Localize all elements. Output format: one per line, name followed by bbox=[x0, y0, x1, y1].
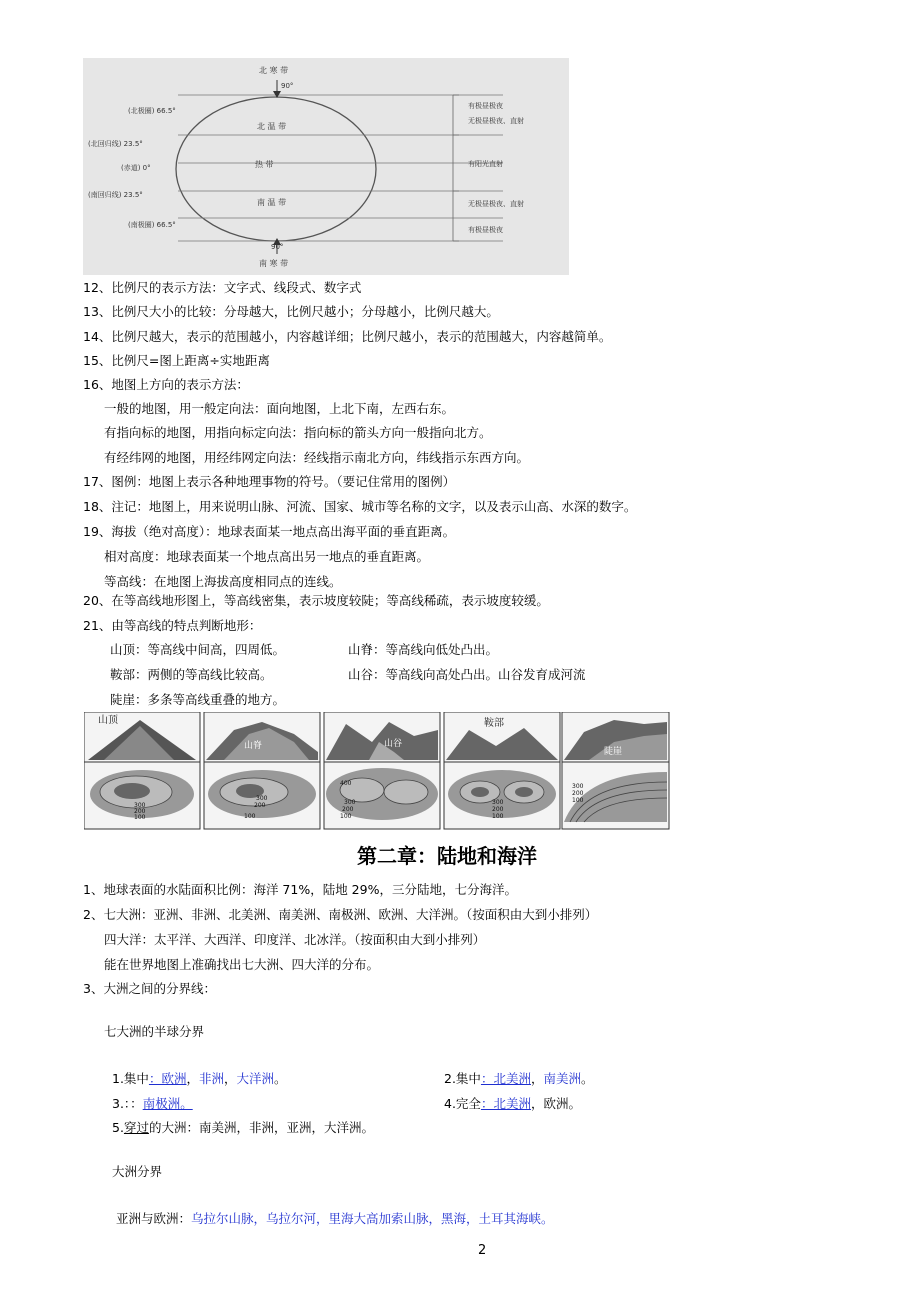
hemisphere-item-5 bbox=[112, 1120, 374, 1136]
h1-europe: ：欧洲 bbox=[148, 1071, 187, 1086]
cliff-panel bbox=[562, 712, 669, 829]
valley-image-label: 山谷 bbox=[384, 739, 403, 749]
h3-prefix: 3.：： bbox=[112, 1096, 143, 1111]
item-12: 12、比例尺的表示方法：文字式、线段式、数字式 bbox=[83, 280, 362, 295]
item-13: 13、比例尺大小的比较：分母越大，比例尺越小；分母越小，比例尺越大。 bbox=[83, 304, 499, 319]
item-17: 17、图例：地图上表示各种地理事物的符号。（要记住常用的图例） bbox=[83, 474, 456, 489]
south-90-label: 90° bbox=[271, 243, 284, 251]
ch2-item-1: 1、地球表面的水陆面积比例：海洋 71%，陆地 29%，三分陆地，七分海洋。 bbox=[83, 882, 517, 897]
saddle-c200: 200 bbox=[492, 806, 504, 813]
climate-zones-diagram bbox=[83, 58, 569, 275]
ridge-c300: 300 bbox=[256, 795, 268, 802]
h5-rest: 的大洲：南美洲，非洲，亚洲，大洋洲。 bbox=[148, 1120, 374, 1135]
hemisphere-item-1 bbox=[112, 1071, 287, 1087]
item-21-ridge: 山脊：等高线向低处凸出。 bbox=[348, 642, 499, 657]
south-temperate-label: 南 温 带 bbox=[257, 198, 287, 207]
h1-end: 。 bbox=[274, 1071, 287, 1086]
chapter-title: 第二章：陆地和海洋 bbox=[357, 844, 537, 868]
asia-europe-features: 乌拉尔山脉，乌拉尔河，里海大高加索山脉，黑海，土耳其海峡。 bbox=[191, 1211, 554, 1226]
item-19-contour: 等高线：在地图上海拔高度相同点的连线。 bbox=[104, 574, 342, 589]
item-16-general: 一般的地图，用一般定向法：面向地图，上北下南，左西右东。 bbox=[104, 401, 455, 416]
item-16-pointer: 有指向标的地图，用指向标定向法：指向标的箭头方向一般指向北方。 bbox=[104, 425, 492, 440]
hemisphere-heading: 七大洲的半球分界 bbox=[104, 1024, 205, 1039]
h2-north-america: ：北美洲 bbox=[480, 1071, 531, 1086]
saddle-c100: 100 bbox=[492, 813, 504, 820]
item-21-saddle: 鞍部：两侧的等高线比较高。 bbox=[110, 667, 273, 682]
equator-label: (赤道) 0° bbox=[121, 164, 151, 172]
item-21-valley: 山谷：等高线向高处凸出。山谷发育成河流 bbox=[348, 667, 586, 682]
h2-sep: ， bbox=[530, 1071, 544, 1086]
item-19: 19、海拔（绝对高度）：地球表面某一地点高出海平面的垂直距离。 bbox=[83, 524, 456, 539]
ridge-c100: 100 bbox=[244, 813, 256, 820]
torrid-zone-label: 热 带 bbox=[255, 160, 274, 169]
item-20: 20、在等高线地形图上，等高线密集，表示坡度较陡；等高线稀疏，表示坡度较缓。 bbox=[83, 593, 549, 608]
peak-image-label: 山顶 bbox=[98, 715, 118, 726]
ch2-item-2: 2、七大洲：亚洲、非洲、北美洲、南美洲、南极洲、欧洲、大洋洲。（按面积由大到小排列） bbox=[83, 907, 598, 922]
antarctic-circle-label: (南极圈) 66.5° bbox=[128, 221, 176, 229]
ridge-image-label: 山脊 bbox=[244, 741, 263, 751]
hemisphere-item-4 bbox=[444, 1096, 581, 1112]
item-21-peak: 山顶：等高线中间高，四周低。 bbox=[110, 642, 286, 657]
h1-prefix: 1.集中 bbox=[112, 1071, 149, 1086]
north-temperate-label: 北 温 带 bbox=[257, 122, 287, 131]
cliff-c100: 100 bbox=[572, 797, 584, 804]
h4-north-america: ：北美洲 bbox=[480, 1096, 531, 1111]
valley-panel bbox=[324, 712, 440, 829]
valley-c400: 400 bbox=[340, 780, 352, 787]
h4-prefix: 4.完全 bbox=[444, 1096, 481, 1111]
h4-rest: ，欧洲。 bbox=[530, 1096, 581, 1111]
arctic-circle-label: (北极圈) 66.5° bbox=[128, 107, 176, 115]
hemisphere-item-3 bbox=[112, 1096, 193, 1112]
page-number: 2 bbox=[478, 1243, 487, 1258]
polar-day-night-n-label: 有极昼极夜 bbox=[468, 102, 503, 110]
h5-prefix: 5. bbox=[112, 1120, 124, 1135]
valley-c300: 300 bbox=[344, 799, 356, 806]
h1-sep-b: ， bbox=[223, 1071, 237, 1086]
landform-contour-illustrations bbox=[84, 712, 670, 830]
peak-c300: 300 bbox=[134, 802, 146, 809]
valley-c100: 100 bbox=[340, 813, 352, 820]
saddle-image-label: 鞍部 bbox=[484, 718, 504, 729]
ch2-item-2-map: 能在世界地图上准确找出七大洲、四大洋的分布。 bbox=[104, 957, 380, 972]
item-16: 16、地图上方向的表示方法： bbox=[83, 377, 249, 392]
cliff-c300: 300 bbox=[572, 783, 584, 790]
h2-end: 。 bbox=[580, 1071, 594, 1086]
peak-c100: 100 bbox=[134, 814, 146, 821]
h1-africa: 非洲 bbox=[198, 1071, 224, 1086]
item-18: 18、注记：地图上，用来说明山脉、河流、国家、城市等名称的文字，以及表示山高、水深的数字。 bbox=[83, 499, 637, 514]
direct-sunlight-label: 有阳光直射 bbox=[468, 160, 503, 168]
ridge-c200: 200 bbox=[254, 802, 266, 809]
tropic-capricorn-label: (南回归线) 23.5° bbox=[88, 191, 143, 199]
item-15: 15、比例尺=图上距离÷实地距离 bbox=[83, 353, 270, 368]
saddle-panel bbox=[444, 712, 560, 829]
saddle-c300: 300 bbox=[492, 799, 504, 806]
no-polar-direct-n-label: 无极昼极夜、直射 bbox=[468, 117, 524, 125]
item-19-relative: 相对高度：地球表面某一个地点高出另一地点的垂直距离。 bbox=[104, 549, 430, 564]
h2-prefix: 2.集中 bbox=[444, 1071, 481, 1086]
h1-oceania: 大洋洲 bbox=[236, 1071, 275, 1086]
ch2-item-3: 3、大洲之间的分界线： bbox=[83, 981, 216, 996]
asia-europe-prefix: 亚洲与欧洲： bbox=[116, 1211, 192, 1226]
item-16-grid: 有经纬网的地图，用经纬网定向法：经线指示南北方向，纬线指示东西方向。 bbox=[104, 450, 530, 465]
cliff-image-label: 陡崖 bbox=[604, 747, 623, 757]
peak-c200: 200 bbox=[134, 808, 146, 815]
polar-day-night-s-label: 有极昼极夜 bbox=[468, 226, 503, 234]
ridge-panel bbox=[204, 712, 320, 829]
h1-sep-a: ， bbox=[186, 1071, 199, 1086]
h2-south-america: 南美洲 bbox=[543, 1071, 581, 1086]
item-21-cliff: 陡崖：多条等高线重叠的地方。 bbox=[110, 692, 286, 707]
boundaries-heading: 大洲分界 bbox=[112, 1164, 163, 1179]
hemisphere-item-2 bbox=[444, 1071, 594, 1087]
south-frigid-label: 南 寒 带 bbox=[259, 259, 289, 268]
tropic-cancer-label: (北回归线) 23.5° bbox=[88, 140, 143, 148]
item-14: 14、比例尺越大，表示的范围越小，内容越详细；比例尺越小，表示的范围越大，内容越简单。 bbox=[83, 329, 612, 344]
asia-europe-boundary bbox=[116, 1211, 554, 1227]
h3-antarctica: 南极洲。 bbox=[142, 1096, 193, 1111]
north-frigid-label: 北 寒 带 bbox=[259, 66, 289, 75]
item-21: 21、由等高线的特点判断地形： bbox=[83, 618, 262, 633]
no-polar-direct-s-label: 无极昼极夜、直射 bbox=[468, 200, 524, 208]
h5-crossing: 穿过 bbox=[123, 1120, 149, 1135]
ch2-item-2-oceans: 四大洋：太平洋、大西洋、印度洋、北冰洋。（按面积由大到小排列） bbox=[104, 932, 486, 947]
valley-c200: 200 bbox=[342, 806, 354, 813]
peak-panel bbox=[84, 712, 200, 829]
north-90-label: 90° bbox=[281, 82, 294, 90]
cliff-c200: 200 bbox=[572, 790, 584, 797]
